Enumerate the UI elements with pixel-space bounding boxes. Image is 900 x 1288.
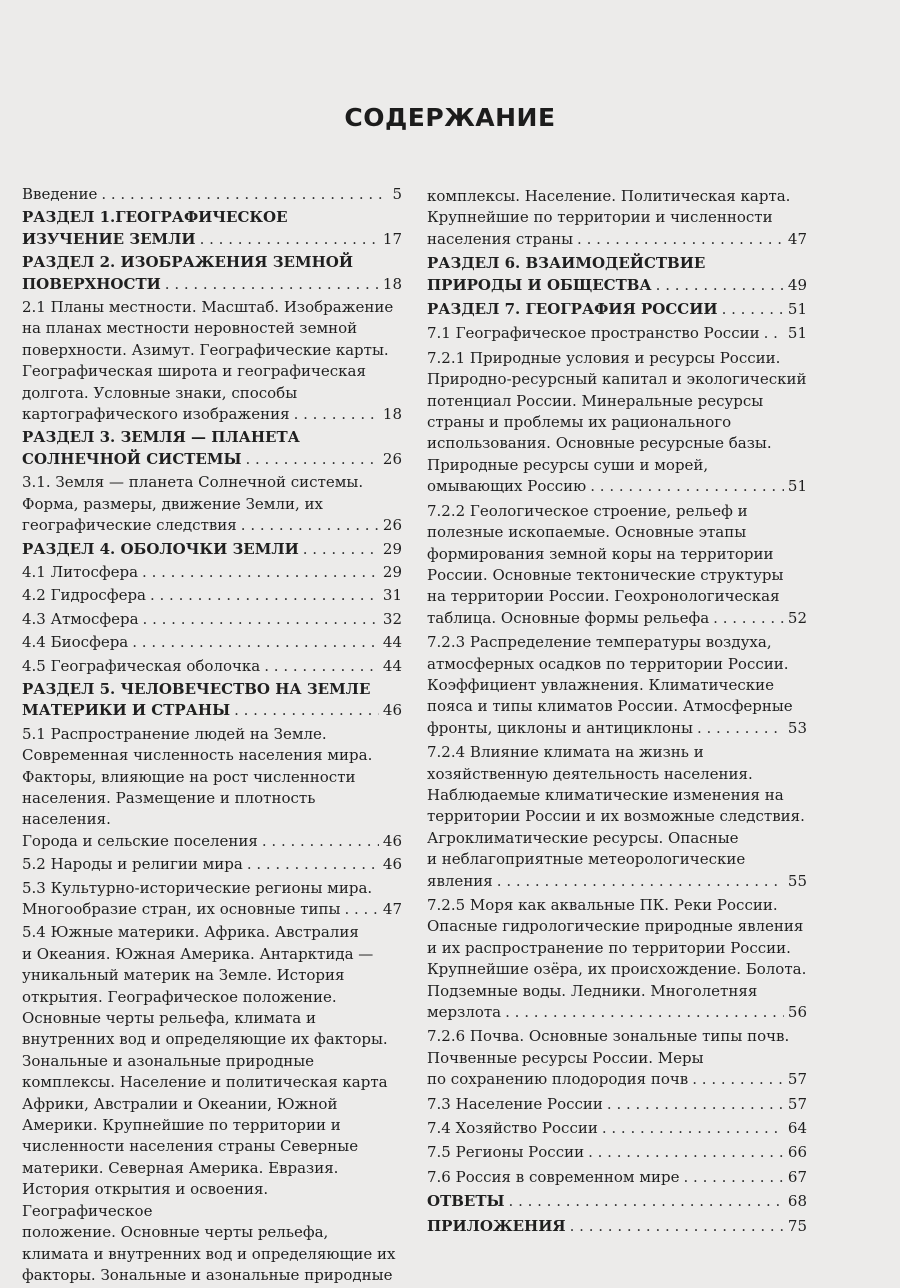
dot-leader [590,476,784,497]
dot-leader [722,299,784,320]
toc-entry-title: ОТВЕТЫ [427,1192,505,1211]
toc-entry-title: 4.3 Атмосфера [22,609,139,628]
dot-leader [505,1002,784,1023]
toc-entry-title: географические следствия [22,516,237,535]
toc-section-entry [22,539,402,560]
toc-section-entry [427,299,807,320]
dot-leader [132,632,379,653]
toc-entry-title: СОЛНЕЧНОЙ СИСТЕМЫ [22,449,242,468]
dot-leader [692,1069,784,1090]
page-number: 29 [382,539,402,558]
dot-leader [713,608,784,629]
page-number: 55 [787,871,807,890]
toc-entry-leader-line [22,449,402,470]
dot-leader [101,184,388,205]
toc-section-entry [427,1216,807,1237]
toc-entry [427,895,807,1023]
dot-leader [607,1094,784,1115]
toc-entry-leader-line [427,1191,807,1212]
toc-entry-leader-line [427,871,807,892]
toc-entry-line: территории России и их возможные следствия. [427,807,805,826]
toc-entry-title: фронты, циклоны и антициклоны [427,718,693,737]
toc-entry-line: атмосферных осадков по территории России. [427,654,789,673]
dot-leader [262,831,379,852]
dot-leader [241,515,379,536]
page-number: 31 [382,586,402,605]
toc-entry-leader-line [427,299,807,320]
toc-entry [22,472,402,536]
page-title: СОДЕРЖАНИЕ [344,103,556,132]
dot-leader [294,404,379,425]
toc-entry-title: 4.1 Литосфера [22,562,139,581]
dot-leader [247,854,379,875]
page-number: 18 [382,274,402,293]
page-number: 51 [787,324,807,343]
toc-entry-leader-line [22,274,402,295]
toc-entry-line: России. Основные тектонические структуры [427,565,784,584]
dot-leader [150,585,379,606]
toc-entry-line: численности населения страны Северные [22,1137,359,1156]
toc-entry [22,854,402,875]
toc-entry-line: РАЗДЕЛ 2. ИЗОБРАЖЕНИЯ ЗЕМНОЙ [22,253,353,272]
toc-entry-title: 7.3 Население России [427,1094,603,1113]
toc-entry-line: и Океания. Южная Америка. Антарктида — [22,944,374,963]
toc-entry-line: РАЗДЕЛ 5. ЧЕЛОВЕЧЕСТВО НА ЗЕМЛЕ [22,679,371,698]
toc-entry [22,922,402,1286]
toc-entry-leader-line [22,585,402,606]
toc-entry-leader-line [22,562,402,583]
page-number: 32 [382,609,402,628]
toc-entry-title: ПРИЛОЖЕНИЯ [427,1216,566,1235]
toc-section-entry [22,207,402,250]
toc-entry-leader-line [22,539,402,560]
toc-entry-title: Введение [22,185,98,203]
toc-entry-line: 3.1. Земля — планета Солнечной системы. [22,473,364,492]
page-number: 47 [787,229,807,248]
toc-entry-title: 7.1 Географическое пространство России [427,324,760,343]
toc-entry-leader-line [427,1002,807,1023]
toc-entry-title: ПРИРОДЫ И ОБЩЕСТВА [427,275,652,294]
toc-entry-leader-line [22,609,402,630]
page-number: 44 [382,656,402,675]
toc-entry [22,585,402,606]
toc-entry-line: Наблюдаемые климатические изменения на [427,785,784,804]
toc-entry-line: и неблагоприятные метеорологические [427,850,746,869]
dot-leader [509,1191,784,1212]
toc-entry-title: 7.5 Регионы России [427,1143,585,1162]
toc-entry-leader-line [22,656,402,677]
toc-entry-line: Агроклиматические ресурсы. Опасные [427,828,739,847]
toc-entry-title: 4.5 Географическая оболочка [22,656,261,675]
toc-entry-leader-line [22,632,402,653]
toc-entry-leader-line [22,515,402,536]
toc-entry-title: Многообразие стран, их основные типы [22,900,341,918]
dot-leader [497,871,784,892]
toc-column-left [22,184,402,1288]
toc-section-entry [22,252,402,295]
dot-leader [588,1142,784,1163]
toc-entry-line: открытия. Географическое положение. [22,987,337,1006]
toc-entry-leader-line [427,1142,807,1163]
toc-entry [427,1118,807,1139]
toc-entry-title: МАТЕРИКИ И СТРАНЫ [22,701,231,720]
toc-entry-title: омывающих Россию [427,477,587,496]
toc-entry-title: 4.4 Биосфера [22,633,129,652]
page-number: 68 [787,1192,807,1211]
toc-entry-line: Современная численность населения мира. [22,746,373,765]
page-number: 47 [382,900,402,918]
toc-entry-line: внутренних вод и определяющие их факторы. [22,1030,388,1049]
toc-entry-title: мерзлота [427,1003,502,1022]
toc-section-entry [427,1191,807,1212]
toc-entry-line: населения. Размещение и плотность населения. [22,788,316,829]
toc-entry-line: 7.2.2 Геологическое строение, рельеф и [427,501,748,520]
toc-entry-leader-line [427,718,807,739]
toc-entry [22,656,402,677]
toc-entry [427,348,807,498]
page-number: 26 [382,449,402,468]
page-number: 51 [787,300,807,319]
toc-entry-leader-line [22,229,402,250]
toc-entry [427,501,807,629]
toc-entry [22,609,402,630]
toc-entry-title: картографического изображения [22,405,290,424]
toc-entry-line: 7.2.5 Моря как аквальные ПК. Реки России. [427,896,778,914]
page-number: 51 [787,477,807,496]
toc-entry [22,878,402,921]
toc-entry-line: полезные ископаемые. Основные этапы [427,523,747,542]
page-number: 66 [787,1143,807,1162]
dot-leader [234,700,379,721]
toc-entry-title: таблица. Основные формы рельефа [427,608,710,627]
dot-leader [697,718,784,739]
toc-entry-line: 7.2.4 Влияние климата на жизнь и [427,743,704,762]
toc-entry-title: 7.4 Хозяйство России [427,1119,598,1138]
toc-entry [22,562,402,583]
toc-entry-leader-line [427,1216,807,1237]
page-number: 46 [382,831,402,850]
page-number: 64 [787,1119,807,1138]
page-number: 57 [787,1094,807,1113]
toc-entry [427,1026,807,1090]
toc-entry-line: История открытия и освоения. Географическое [22,1180,269,1220]
toc-entry-line: 7.2.3 Распределение температуры воздуха, [427,633,772,652]
toc-entry-line: 7.2.1 Природные условия и ресурсы России. [427,348,781,367]
page-number: 18 [382,405,402,424]
toc-entry-title: РАЗДЕЛ 7. ГЕОГРАФИЯ РОССИИ [427,300,718,319]
toc-entry [427,186,807,250]
toc-entry-leader-line [427,229,807,250]
toc-section-entry [22,427,402,470]
toc-entry-line: хозяйственную деятельность населения. [427,764,753,783]
toc-entry-line: Опасные гидрологические природные явления [427,917,804,936]
toc-entry-line: Природно-ресурсный капитал и экологический [427,370,807,389]
toc-entry [22,184,402,205]
toc-entry-line: на планах местности неровностей земной [22,319,358,338]
dot-leader [143,609,379,630]
toc-entry-line: поверхности. Азимут. Географические карты. [22,340,389,359]
page-number: 49 [787,275,807,294]
toc-entry-title: ПОВЕРХНОСТИ [22,274,161,293]
toc-entry-line: Крупнейшие озёра, их происхождение. Болота. [427,960,807,979]
toc-entry-line: РАЗДЕЛ 3. ЗЕМЛЯ — ПЛАНЕТА [22,428,300,447]
page-number: 75 [787,1216,807,1235]
toc-entry-leader-line [22,404,402,425]
toc-entry-line: Форма, размеры, движение Земли, их [22,494,323,513]
toc-entry-line: материки. Северная Америка. Евразия. [22,1158,339,1177]
toc-entry-line: страны и проблемы их рационального [427,413,732,432]
toc-entry-line: Америки. Крупнейшие по территории и [22,1116,341,1135]
toc-entry-line: Географическая широта и географическая [22,362,366,381]
page-number: 26 [382,516,402,535]
toc-entry-line: 5.4 Южные материки. Африка. Австралия [22,923,359,942]
page-number: 44 [382,633,402,652]
dot-leader [245,449,378,470]
toc-entry-title: явления [427,871,493,890]
toc-entry-line: Африки, Австралии и Океании, Южной [22,1094,338,1113]
toc-section-entry [427,253,807,296]
toc-entry-title: РАЗДЕЛ 4. ОБОЛОЧКИ ЗЕМЛИ [22,539,299,558]
dot-leader [656,275,784,296]
toc-entry-line: Основные черты рельефа, климата и [22,1009,316,1028]
toc-entry [427,323,807,344]
dot-leader [602,1118,784,1139]
toc-entry-line: потенциал России. Минеральные ресурсы [427,391,764,410]
dot-leader [684,1167,784,1188]
toc-entry-leader-line [22,700,402,721]
toc-entry-title: по сохранению плодородия почв [427,1070,689,1089]
toc-entry [427,1167,807,1188]
page-number: 56 [787,1003,807,1022]
page-number: 46 [382,855,402,874]
dot-leader [344,899,378,920]
toc-entry [22,297,402,425]
toc-entry-line: 7.2.6 Почва. Основные зональные типы почв. [427,1027,790,1046]
dot-leader [577,229,784,250]
toc-section-entry [22,679,402,722]
toc-entry-title: 7.6 Россия в современном мире [427,1167,680,1186]
toc-entry-line: РАЗДЕЛ 1.ГЕОГРАФИЧЕСКОЕ [22,208,288,227]
toc-entry-leader-line [22,899,402,920]
page-number: 52 [787,608,807,627]
page-number: 67 [787,1167,807,1186]
toc-entry-title: населения страны [427,229,574,248]
toc-entry-line: Крупнейшие по территории и численности [427,208,773,227]
toc-entry-leader-line [427,323,807,344]
dot-leader [165,274,379,295]
toc-entry-line: РАЗДЕЛ 6. ВЗАИМОДЕЙСТВИЕ [427,254,706,273]
toc-entry-line: пояса и типы климатов России. Атмосферные [427,697,793,716]
toc-entry-title: Города и сельские поселения [22,831,258,850]
toc-entry-line: 5.3 Культурно-исторические регионы мира. [22,878,373,897]
dot-leader [264,656,379,677]
dot-leader [764,323,784,344]
dot-leader [200,229,379,250]
toc-entry-line: Факторы, влияющие на рост численности [22,767,356,786]
toc-entry-title: ИЗУЧЕНИЕ ЗЕМЛИ [22,229,196,248]
toc-entry-line: 2.1 Планы местности. Масштаб. Изображение [22,298,394,317]
toc-entry-line: комплексы. Население. Политическая карта. [427,187,791,205]
toc-entry-line: 5.1 Распространение людей на Земле. [22,724,327,743]
toc-entry-title: 4.2 Гидросфера [22,586,146,605]
toc-entry-leader-line [427,1094,807,1115]
toc-entry-line: факторы. Зональные и азональные природные [22,1265,393,1284]
page-number: 29 [382,562,402,581]
dot-leader [142,562,379,583]
toc-entry-line: Почвенные ресурсы России. Меры [427,1048,704,1067]
toc-entry-line: формирования земной коры на территории [427,544,774,563]
toc-entry-leader-line [427,608,807,629]
toc-entry-line: уникальный материк на Земле. История [22,966,345,985]
toc-entry [427,742,807,892]
toc-entry [427,1142,807,1163]
toc-entry-leader-line [22,831,402,852]
dot-leader [303,539,379,560]
toc-entry-leader-line [427,1069,807,1090]
toc-entry [427,1094,807,1115]
toc-entry [427,632,807,739]
toc-entry [22,724,402,852]
page-number: 17 [382,229,402,248]
toc-entry-line: Зональные и азональные природные [22,1051,315,1070]
page-number: 53 [787,718,807,737]
toc-entry-line: Природные ресурсы суши и морей, [427,455,709,474]
toc-entry-line: на территории России. Геохронологическая [427,587,780,606]
toc-entry-leader-line [427,275,807,296]
toc-entry-line: использования. Основные ресурсные базы. [427,434,772,453]
toc-entry-leader-line [427,1167,807,1188]
toc-entry-line: Подземные воды. Ледники. Многолетняя [427,981,758,1000]
toc-column-right [427,186,807,1240]
toc-entry-line: комплексы. Население и политическая карта [22,1073,388,1092]
toc-entry-line: долгота. Условные знаки, способы [22,383,298,402]
toc-entry-leader-line [22,184,402,205]
dot-leader [570,1216,784,1237]
toc-entry-title: 5.2 Народы и религии мира [22,855,243,874]
toc-entry-line: положение. Основные черты рельефа, [22,1223,329,1242]
toc-entry-leader-line [427,1118,807,1139]
page-number: 5 [392,185,402,203]
toc-entry [22,632,402,653]
toc-entry-line: климата и внутренних вод и определяющие их [22,1244,396,1263]
toc-entry-leader-line [427,476,807,497]
toc-entry-leader-line [22,854,402,875]
toc-entry-line: и их распространение по территории России. [427,938,791,957]
toc-entry-line: Коэффициент увлажнения. Климатические [427,675,774,694]
page-number: 46 [382,701,402,720]
page-number: 57 [787,1070,807,1089]
